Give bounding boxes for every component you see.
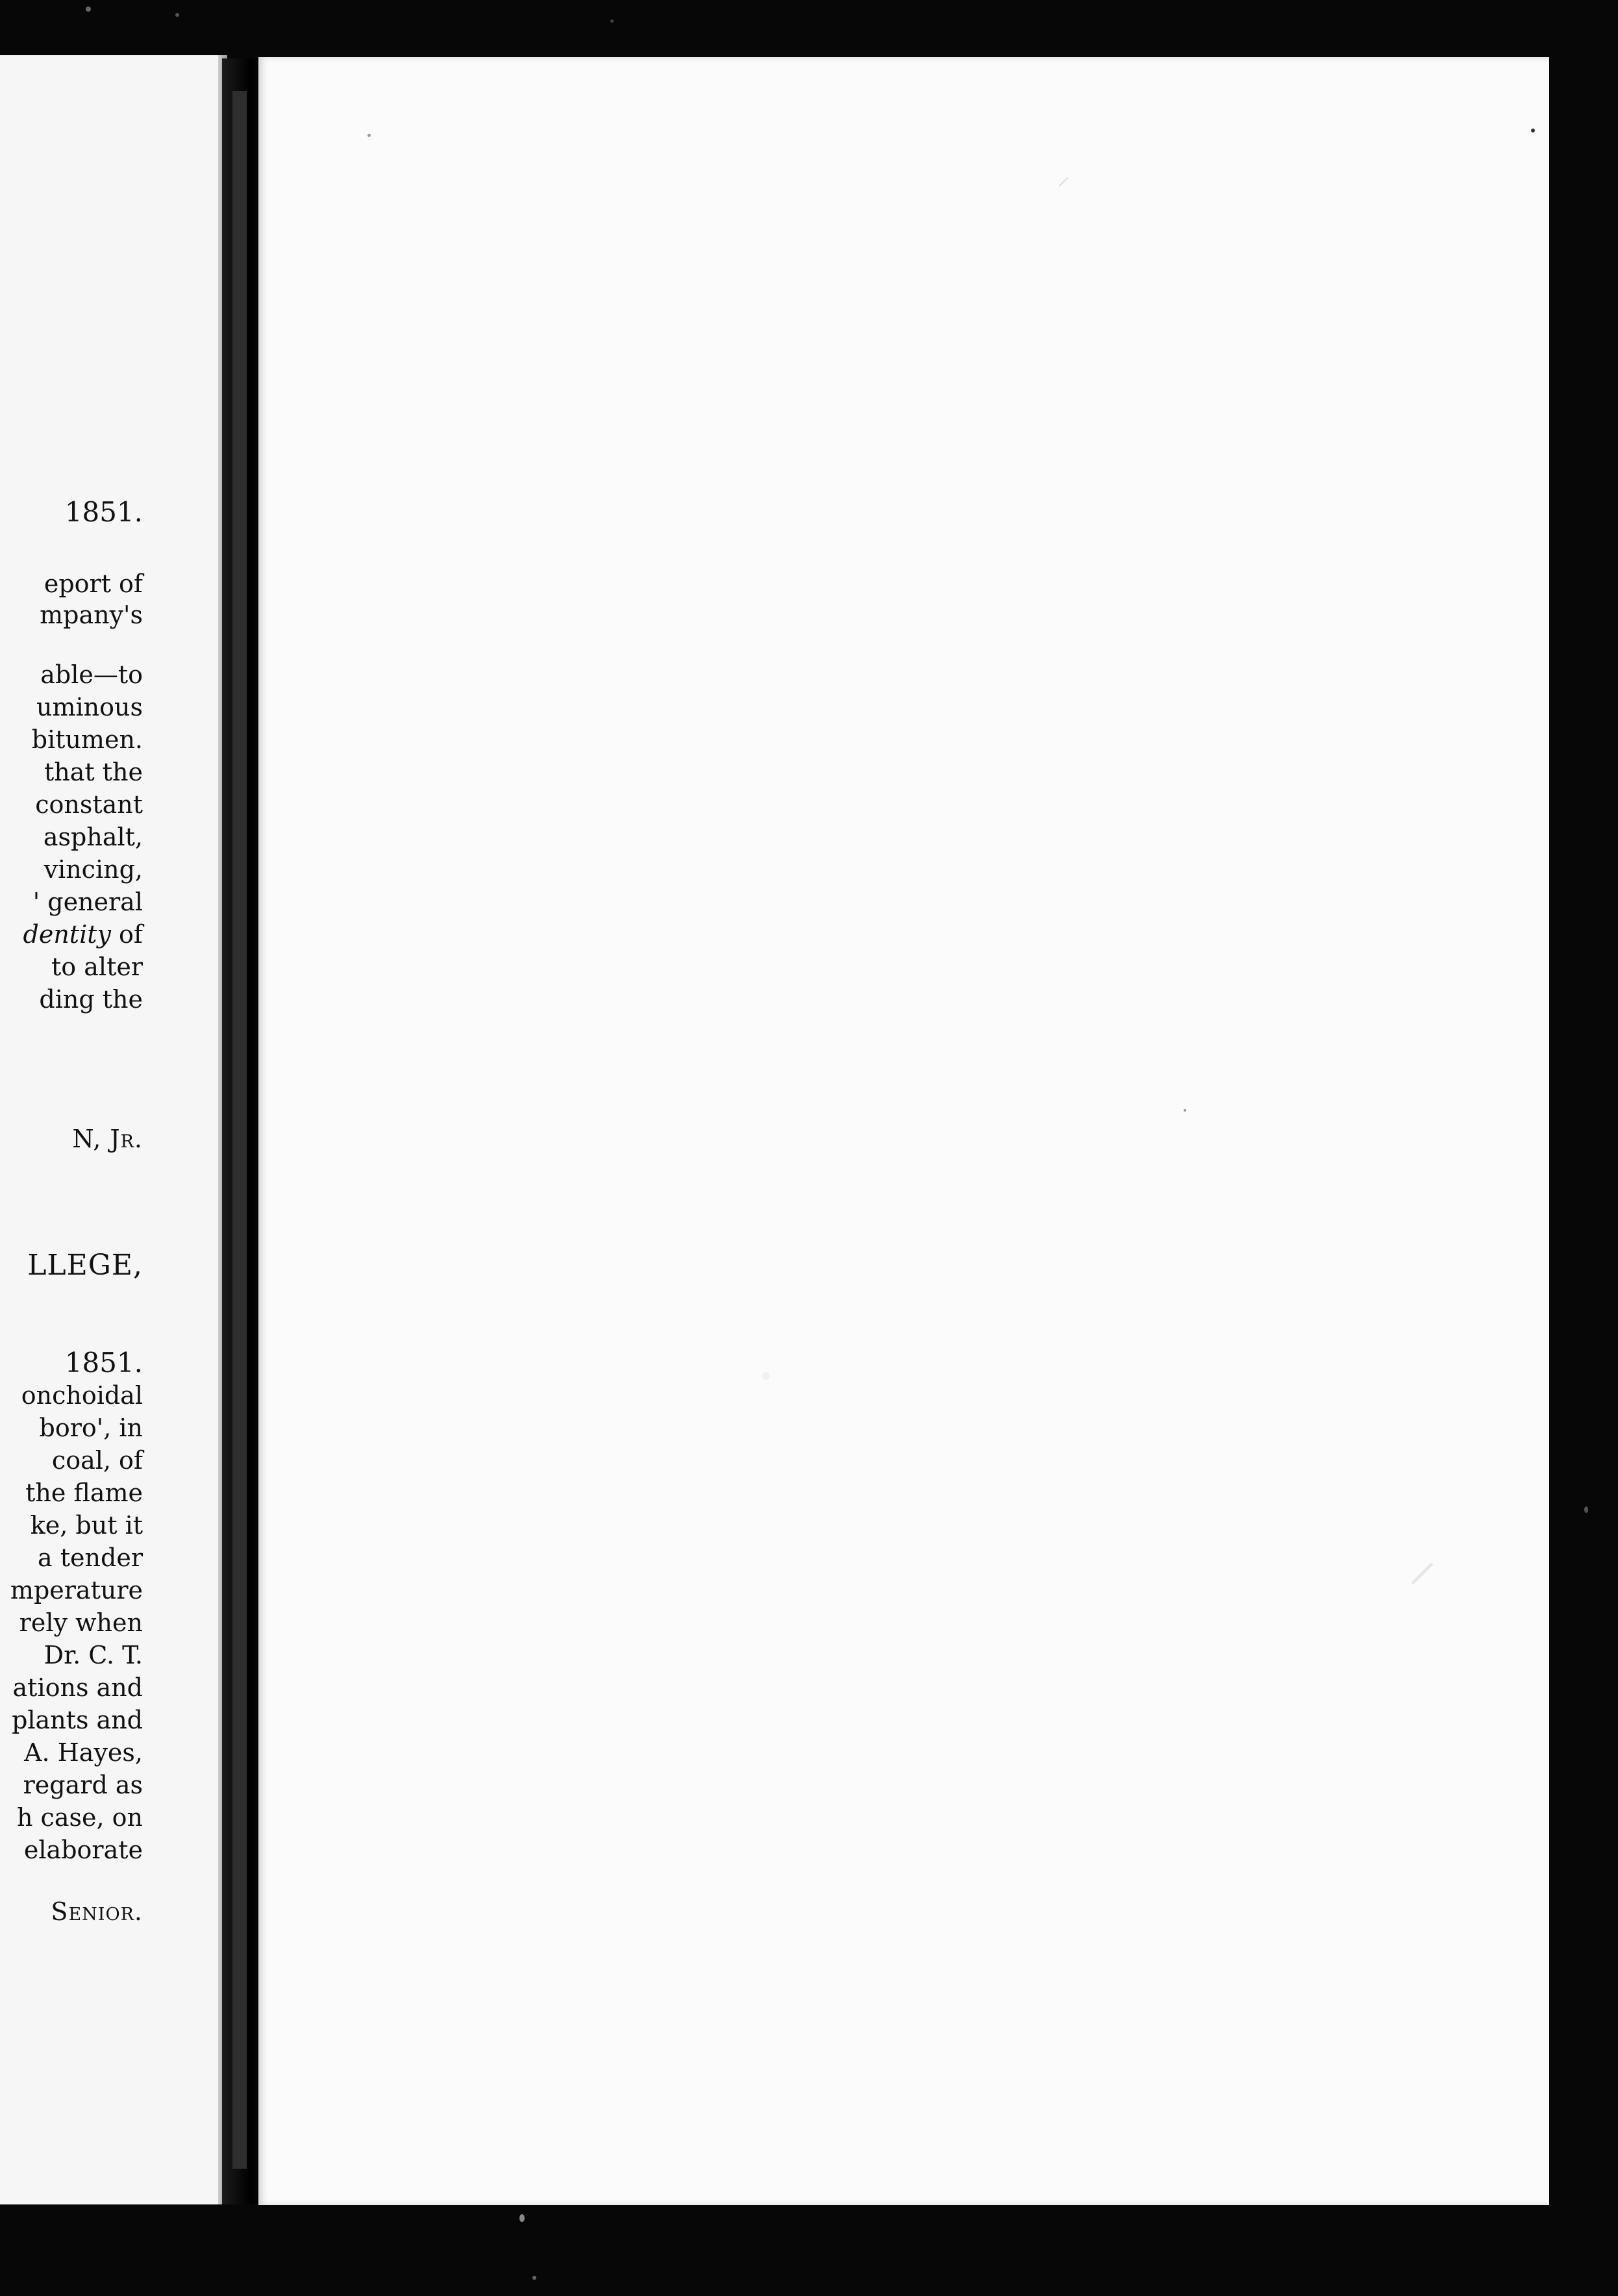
scan-speck xyxy=(367,134,371,137)
text-line: to alter xyxy=(51,953,143,981)
text-line: rely when xyxy=(19,1608,143,1637)
text-line: ' general xyxy=(32,888,143,916)
right-page-blank xyxy=(258,57,1549,2205)
scan-speck xyxy=(86,6,91,12)
text-line: Dr. C. T. xyxy=(44,1641,143,1669)
scan-speck xyxy=(1184,1109,1186,1112)
text-line: h case, on xyxy=(17,1803,143,1832)
text-line: constant xyxy=(35,790,143,819)
text-line: onchoidal xyxy=(21,1381,143,1410)
scan-speck xyxy=(519,2214,525,2222)
signature-line: N, Jr. xyxy=(72,1125,143,1153)
text-line: that the xyxy=(44,758,143,786)
left-page-fragment xyxy=(0,55,227,2204)
signature-line: Senior. xyxy=(51,1897,143,1926)
scan-artifact: • xyxy=(758,1362,774,1392)
gutter-highlight xyxy=(232,91,247,2169)
text-line: eport of xyxy=(44,569,143,598)
text-line-date: 1851. xyxy=(64,496,143,528)
text-line: vincing, xyxy=(44,855,143,884)
text-line: ations and xyxy=(12,1673,143,1702)
scan-artifact: ⸝ xyxy=(1408,1526,1437,1594)
text-line: elaborate xyxy=(23,1836,143,1864)
text-line: plants and xyxy=(12,1706,143,1734)
text-line: coal, of xyxy=(51,1446,143,1475)
scan-speck xyxy=(1531,129,1535,132)
text-line: able—to xyxy=(40,660,143,689)
scan-speck xyxy=(175,13,179,17)
text-line-date: 1851. xyxy=(64,1347,143,1379)
text-line: ke, but it xyxy=(30,1511,143,1540)
text-line: a tender xyxy=(38,1543,143,1572)
text-line-italic xyxy=(23,919,143,950)
text-line: mperature xyxy=(10,1576,143,1604)
text-line: the flame xyxy=(25,1479,143,1507)
text-line-tail: of xyxy=(110,920,143,949)
text-line: ding the xyxy=(39,985,143,1014)
text-line: uminous xyxy=(36,693,143,721)
section-heading: LLEGE, xyxy=(27,1249,143,1282)
scan-speck xyxy=(1584,1506,1588,1513)
scan-artifact: ⸍ xyxy=(1057,172,1070,202)
text-line: asphalt, xyxy=(43,823,143,851)
text-line: regard as xyxy=(23,1771,143,1799)
text-line: mpany's xyxy=(40,601,143,629)
scan-speck xyxy=(532,2276,536,2280)
text-line: A. Hayes, xyxy=(24,1738,143,1767)
text-line: bitumen. xyxy=(31,725,143,754)
italic-word: dentity xyxy=(23,920,111,949)
text-line: boro', in xyxy=(39,1414,143,1442)
scan-speck xyxy=(610,19,614,23)
